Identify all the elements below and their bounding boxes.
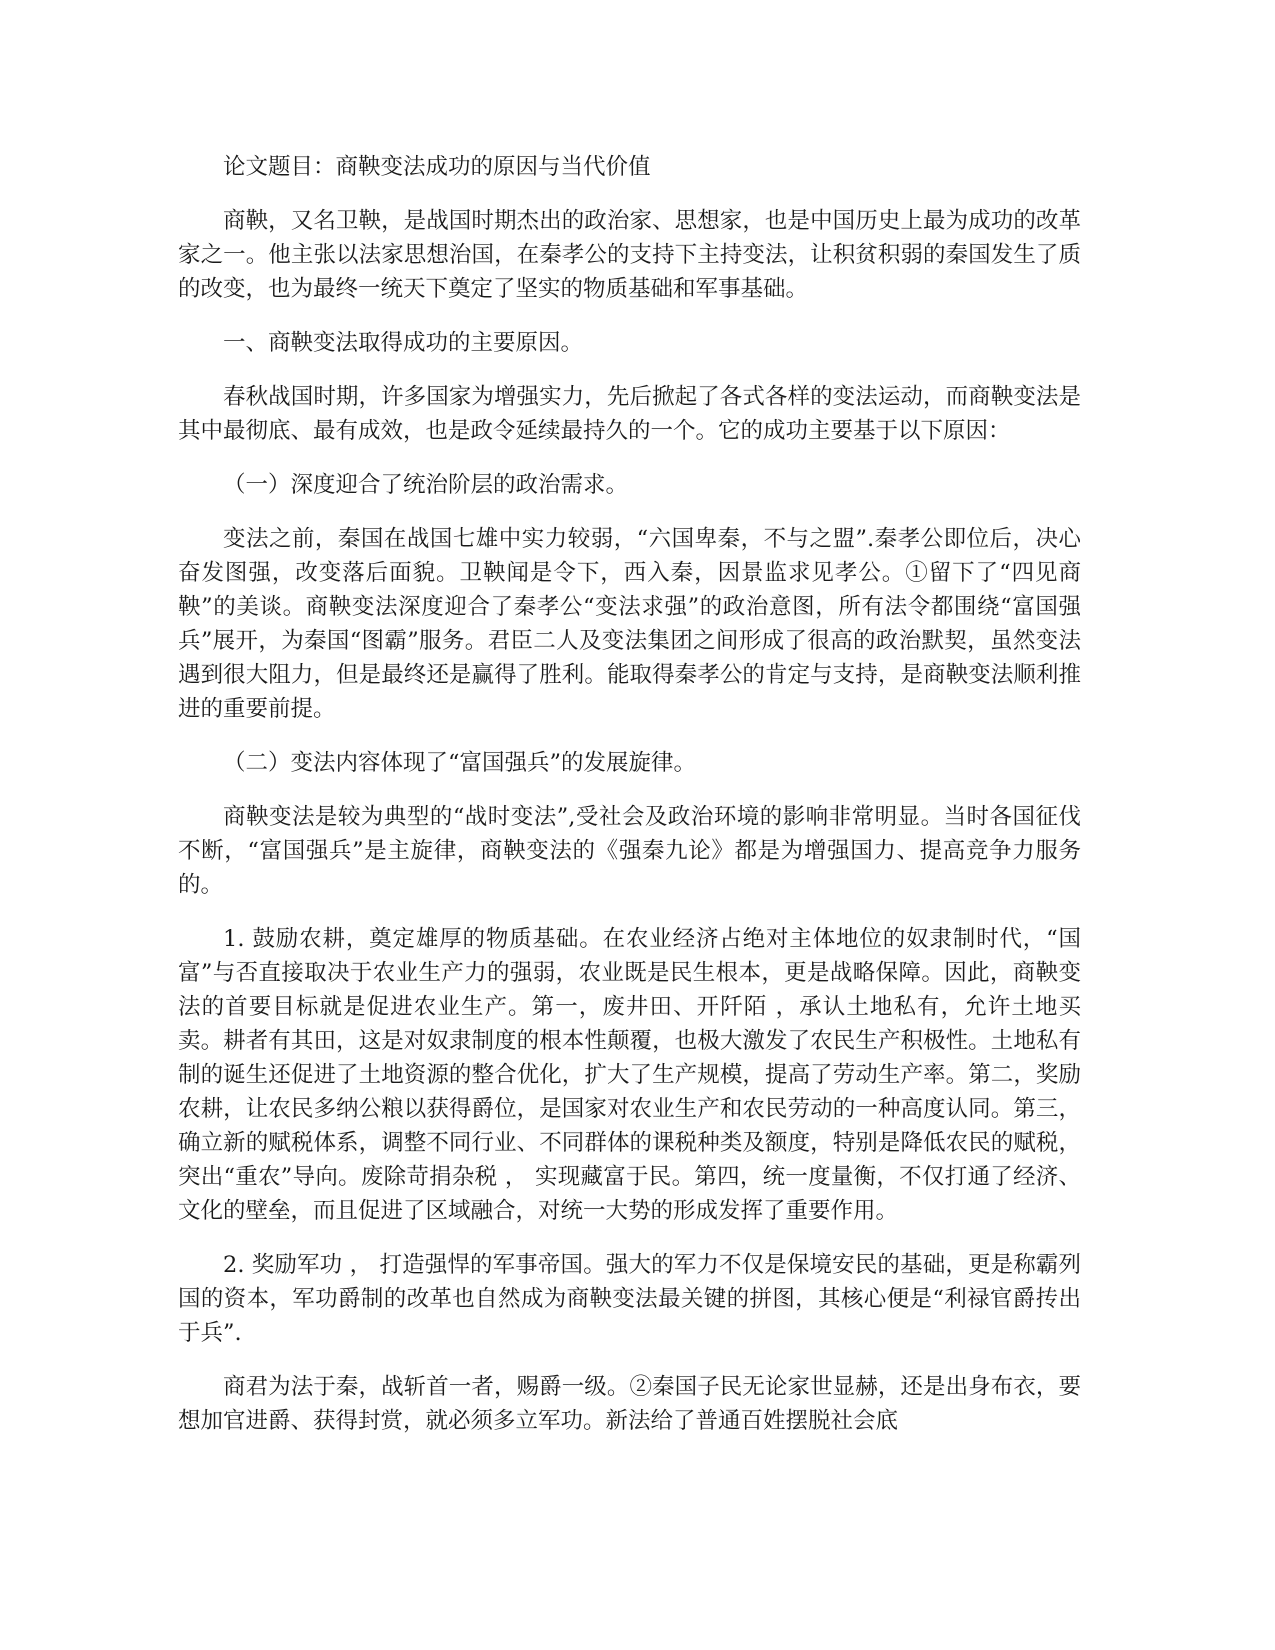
section-heading-1: 一、商鞅变法取得成功的主要原因。 xyxy=(223,330,584,356)
paragraph-shangjun-law: 商君为法于秦，战斩首一者，赐爵一级。②秦国子民无论家世显赫，还是出身布衣，要想加官进爵、获得封赏，就必须多立军功。新法给了普通百姓摆脱社会底 xyxy=(178,1374,1081,1434)
paragraph-political-needs: 变法之前，秦国在战国七雄中实力较弱，“六国卑秦，不与之盟”.秦孝公即位后，决心奋发图强，改变落后面貌。卫鞅闻是令下，西入秦，因景监求见孝公。①留下了“四见商鞅”的美谈。商鞅变法深度迎合了秦孝公“变法求强”的政治意图，所有法令都围绕“富国强兵”展开，为秦国“图霸”服务。君臣二人及变法集团之间形成了很高的政治默契，虽然变法遇到很大阻力，但是最终还是赢得了胜利。能取得秦孝公的肯定与支持，是商鞅变法顺利推进的重要前提。 xyxy=(178,526,1081,722)
document-page xyxy=(178,150,1081,1438)
document-title: 论文题目：商鞅变法成功的原因与当代价值 xyxy=(223,154,651,180)
paragraph-agriculture: 1. 鼓励农耕，奠定雄厚的物质基础。在农业经济占绝对主体地位的奴隶制时代，“国富”与否直接取决于农业生产力的强弱，农业既是民生根本，更是战略保障。因此，商鞅变法的首要目标就是促进农业生产。第一，废井田、开阡陌 ，承认土地私有，允许土地买卖。耕者有其田，这是对奴隶制度的根本性颠覆，也极大激发了农民生产积极性。土地私有制的诞生还促进了土地资源的整合优化，扩大了生产规模，提高了劳动生产率。第二，奖励农耕，让农民多纳公粮以获得爵位，是国家对农业生产和农民劳动的一种高度认同。第三，确立新的赋税体系，调整不同行业、不同群体的课税种类及额度，特别是降低农民的赋税，突出“重农”导向。废除苛捐杂税 ， 实现藏富于民。第四，统一度量衡，不仅打通了经济、文化的壁垒，而且促进了区域融合，对统一大势的形成发挥了重要作用。 xyxy=(178,926,1081,1224)
paragraph-wartime-reform: 商鞅变法是较为典型的“战时变法”,受社会及政治环境的影响非常明显。当时各国征伐不断，“富国强兵”是主旋律，商鞅变法的《强秦九论》都是为增强国力、提高竞争力服务的。 xyxy=(178,804,1081,898)
paragraph-background: 春秋战国时期，许多国家为增强实力，先后掀起了各式各样的变法运动，而商鞅变法是其中最彻底、最有成效，也是政令延续最持久的一个。它的成功主要基于以下原因： xyxy=(178,384,1081,444)
subsection-heading-1: （一）深度迎合了统治阶层的政治需求。 xyxy=(223,472,629,498)
paragraph-intro: 商鞅，又名卫鞅，是战国时期杰出的政治家、思想家，也是中国历史上最为成功的改革家之一。他主张以法家思想治国，在秦孝公的支持下主持变法，让积贫积弱的秦国发生了质的改变，也为最终一统天下奠定了坚实的物质基础和军事基础。 xyxy=(178,208,1081,302)
subsection-heading-2: （二）变法内容体现了“富国强兵”的发展旋律。 xyxy=(223,750,697,776)
paragraph-military-merit: 2. 奖励军功 ， 打造强悍的军事帝国。强大的军力不仅是保境安民的基础，更是称霸列国的资本，军功爵制的改革也自然成为商鞅变法最关键的拼图，其核心便是“利禄官爵抟出于兵”. xyxy=(178,1252,1081,1346)
